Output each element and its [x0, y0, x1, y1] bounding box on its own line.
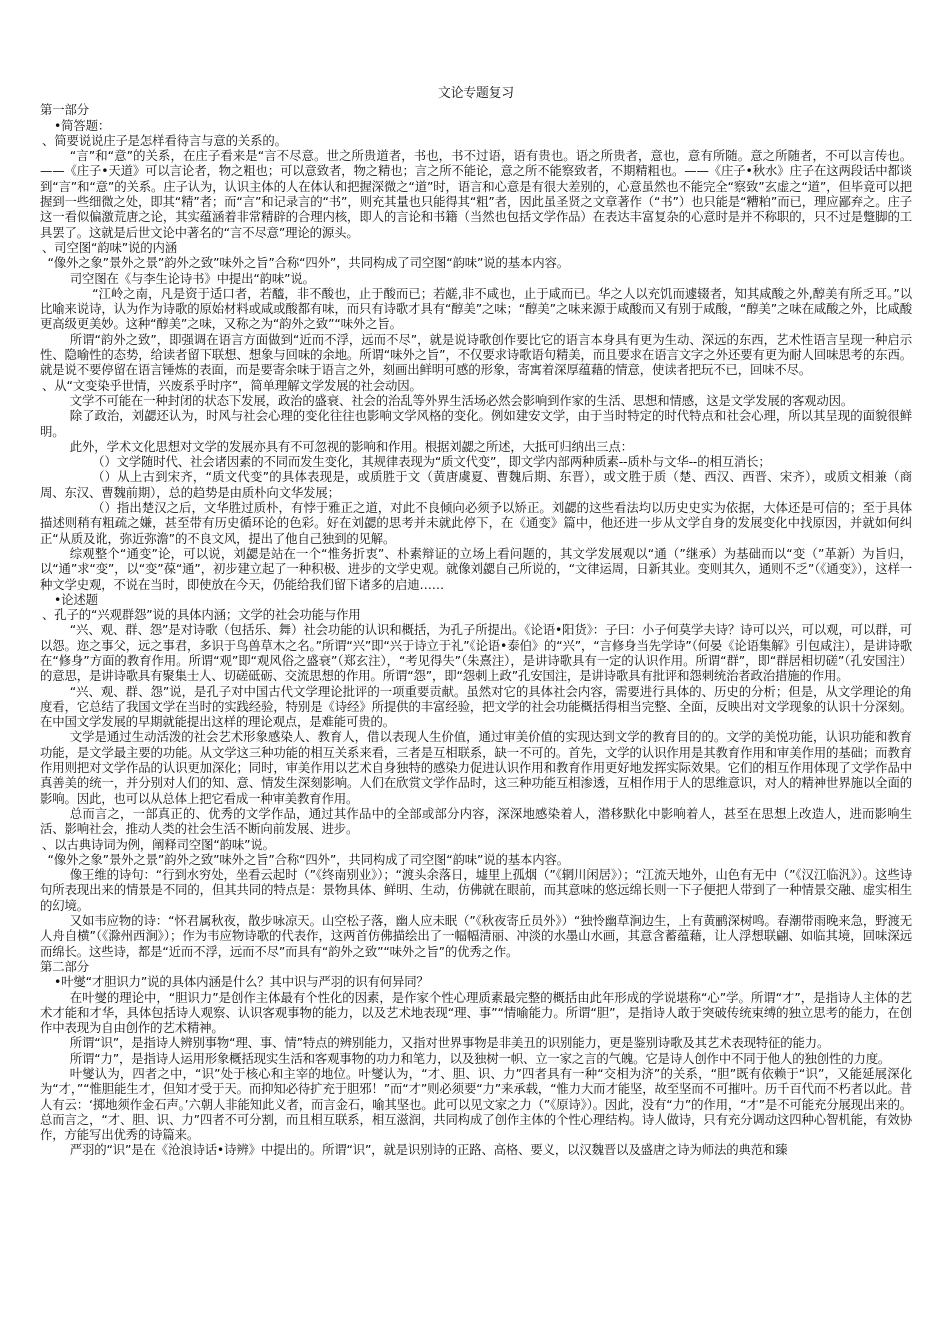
question-heading: •论述题	[54, 591, 98, 607]
paragraph: “兴、观、群、怨”是对诗歌（包括乐、舞）社会功能的认识和概括，为孔子所提出。《论语•阳货》：子曰：小子何莫学夫诗？诗可以兴，可以观，可以群，可以怨。迩之事父，远之事君，多识于鸟兽草木之名。”所谓“兴”即“兴于诗立于礼”《论语•泰伯》的“兴”，“言修身当先学诗”（何晏《论语集解》引包咸注），是讲诗歌在“修身”方面的教育作用。所谓“观”即“观风俗之盛衰”（郑玄注），“考见得失”（朱熹注），是讲诗歌具有一定的认识作用。所谓“群”，即“群居相切磋”（孔安国注）的意思，是讲诗歌具有聚集士人、切磋砥砺、交流思想的作用。所谓“怨”，即“怨刺上政”孔安国注，是讲诗歌具有批评和怨刺统治者政治措施的作用。	[40, 622, 912, 684]
paragraph: 总而言之，一部真正的、优秀的文学作品，通过其作品中的全部或部分内容，深深地感染着人，潜移默化中影响着人，甚至在思想上改造人，进而影响生活、影响社会，推动人类的社会生活不断向前发展、进步。	[40, 805, 912, 837]
paragraph: 司空图在《与李生论诗书》中提出“韵味”说。	[69, 270, 315, 286]
paragraph: 所谓“韵外之致”，即强调在语言方面做到“近而不浮，远而不尽”，就是说诗歌创作要比它的语言本身具有更为生动、深远的东西，艺术性语言呈现一种启示性、隐喻性的态势，给读者留下联想、想象与回味的余地。所谓“味外之旨”，不仅要求诗歌语句精美，而且要求在语言文字之外还要有更为耐人回味思考的东西。就是说不要停留在语言锤炼的表面，而是要寄余味于语言之外，刻画出鲜明可感的形象，寄寓着深厚蕴藉的情意，使读者把玩不已，回味不尽。	[40, 331, 912, 378]
paragraph: 文学是通过生动活泼的社会艺术形象感染人、教育人，借以表现人生价值，通过审美价值的实现达到文学的教育目的的。文学的美悦功能，认识功能和教育功能，是文学最主要的功能。从文学这三种功能的相互关系来看，三者是互相联系，缺一不可的。首先，文学的认识作用是其教育作用和审美作用的基础；而教育作用则把对文学作品的认识更加深化；同时，审美作用以艺术自身独特的感染力促进认识作用和教育作用更好地发挥实际效果。它们的相互作用体现了文学作品中真善美的统一，并分别对人们的知、意、情发生深刻影响。人们在欣赏文学作品时，这三种功能互相渗透，互相作用于人的思维意识，对人的精神世界施以全面的影响。因此，也可以从总体上把它看成一种审美教育作用。	[40, 729, 912, 806]
question-title: 、以古典诗词为例，阐释司空图“韵味”说。	[42, 836, 275, 852]
paragraph: “像外之象”景外之景”韵外之致”味外之旨”合称“四外”，共同构成了司空图“韵味”说的基本内容。	[47, 255, 570, 271]
question-title: 、从“文变染乎世情，兴废系乎时序”，简单理解文学发展的社会动因。	[42, 377, 422, 393]
paragraph: 在叶燮的理论中，“胆识力”是创作主体最有个性化的因素，是作家个性心理质素最完整的概括由此年形成的学说堪称“心”学。所谓“才”，是指诗人主体的艺术才能和才华，具体包括诗人观察、认识客观事物的能力，以及艺术地表现“理、事”“情喻能力。所谓“胆”，是指诗人敢于突破传统束缚的独立思考的能力，在创作中表现为自由创作的艺术精神。	[40, 989, 912, 1036]
question-title: 、司空图“韵味”说的内涵	[42, 239, 177, 255]
paragraph: （）从上古到宋齐，“质文代变”的具体表现是，或质胜于文（黄唐虞夏、曹魏后期、东晋），或文胜于质（楚、西汉、西晋、宋齐），或质文相兼（商周、东汉、曹魏前期），总的趋势是由质朴向文华发展；	[40, 469, 912, 500]
paragraph: 除了政治，刘勰还认为，时风与社会心理的变化往往也影响文学风格的变化。例如建安文学，由于当时特定的时代特点和社会心理，所以其呈现的面貌很鲜明。	[40, 408, 912, 439]
paragraph: 所谓“力”，是指诗人运用形象概括现实生活和客观事物的功力和笔力，以及独树一帜、立一家之言的气魄。它是诗人创作中不同于他人的独创性的力度。	[69, 1050, 891, 1066]
paragraph: 严羽的“识”是在《沧浪诗话•诗辨》中提出的。所谓“识”，就是识别诗的正路、高格、要义，以汉魏晋以及盛唐之诗为师法的典范和臻	[69, 1142, 788, 1158]
document-page	[40, 86, 912, 1158]
paragraph: 像王维的诗句：“行到水穷处，坐看云起时（”《终南别业》）；“渡头余落日，墟里上孤烟（”《辋川闲居》）；“江流天地外，山色有无中（”《汉江临汎》）。这些诗句所表现出来的情景是不同的，但其共同的特点是：景物具体、鲜明、生动，仿佛就在眼前，而其意味的悠远绵长则一下子便把人带到了一种情景交融、虚实相生的幻境。	[40, 867, 912, 913]
paragraph: 文学不可能在一种封闭的状态下发展，政治的盛衰、社会的治乱等外界生活场必然会影响到作家的生活、思想和情感，这是文学发展的客观动因。	[69, 392, 854, 408]
paragraph: 此外，学术文化思想对文学的发展亦具有不可忽视的影响和作用。根据刘勰之所述，大抵可归纳出三点：	[69, 438, 633, 454]
question-heading: •叶燮“才胆识力”说的具体内涵是什么？其中识与严羽的识有何异同？	[54, 974, 429, 990]
section-heading: 第二部分	[40, 958, 89, 974]
paragraph: 综观整个“通变”论，可以说，刘勰是站在一个“惟务折衷”、朴素辩证的立场上看问题的，其文学发展观以“通（”继承）为基础而以“变（”革新）为旨归，以“通”求“变”，以“变”葆“通”，初步建立起了一种积极、进步的文学史观。就像刘勰自己所说的，“文律运周，日新其业。变则其久，通则不乏”（《通变》），这样一种文学史观，不说在当时，即使放在今天，仍能给我们留下诸多的启迪……	[40, 545, 912, 592]
question-title: 、简要说说庄子是怎样看待言与意的关系的。	[42, 132, 287, 148]
paragraph: “言”和“意”的关系，在庄子看来是“言不尽意。世之所贵道者，书也，书不过语，语有贵也。语之所贵者，意也，意有所随。意之所随者，不可以言传也。——《庄子•天道》可以言论者，物之粗也；可以意致者，物之精也；言之所不能论，意之所不能察致者，不期精粗也。——《庄子•秋水》庄子在这两段话中都谈到“言”和“意”的关系。庄子认为，认识主体的人在体认和把握深微之“道”时，语言和心意是有很大差别的，心意虽然也不能完全“察致”玄虚之“道”，但毕竟可以把握到一些细微之处，即其“精”者；而“言”和记录言的“书”，则充其量也只能得其“粗”者，因此虽圣贤之文章著作（“书”）也只能是“糟粕”而已，理应鄙弃之。庄子这一看似偏激荒唐之论，其实蕴涵着非常精辟的合理内核，即人的言论和书籍（当然也包括文学作品）在表达丰富复杂的心意时是并不称职的，只不过是蹩脚的工具罢了。这就是后世文论中著名的“言不尽意”理论的源头。	[40, 148, 912, 240]
paragraph: “兴、观、群、怨”说，是孔子对中国古代文学理论批评的一项重要贡献。虽然对它的具体社会内容，需要进行具体的、历史的分析；但是，从文学理论的角度看，它总结了我国文学在当时的实践经验，特别是《诗经》所提供的丰富经验，把文学的社会功能概括得相当完整、全面，反映出对文学现象的认识十分深刻。在中国文学发展的早期就能提出这样的理论观点，是难能可贵的。	[40, 683, 912, 730]
question-title: 、孔子的“兴观群怨”说的具体内涵；文学的社会功能与作用	[42, 607, 361, 623]
paragraph: 又如韦应物的诗：“怀君属秋夜，散步咏凉天。山空松子落，幽人应未眠（”《秋夜寄丘员外》）“独怜幽草涧边生，上有黄鹂深树鸣。春潮带雨晚来急，野渡无人舟自横”（《滁州西涧》）；作为韦应物诗歌的代表作，这两首仿佛描绘出了一幅幅清丽、冲淡的水墨山水画，其意含蓄蕴藉，让人浮想联翩、如临其境，回味深远而绵长。这些诗，都是“近而不浮，远而不尽”而具有“韵外之致”“味外之旨”的优秀之作。	[40, 913, 912, 959]
paragraph: （）文学随时代、社会诸因素的不同而发生变化，其规律表现为“质文代变”，即文学内部两种质素--质朴与文华--的相互消长；	[92, 454, 771, 470]
paragraph: 叶燮认为，四者之中，“识”处于核心和主宰的地位。叶燮认为，“才、胆、识、力”四者具有一种“交相为济”的关系，“胆”既有依赖于“识”，又能延展深化为“才，”“惟胆能生才，但知才受于天。而抑知必待扩充于胆邪！”而“才”则必须要“力”来承载，“惟力大而才能坚，故至坚而不可摧叶。历千百代而不朽者以此。昔人有云：‘掷地须作金石声。’六朝人非能知此义者，而言金石，喻其坚也。此可以见文家之力（”《原诗》）。因此，没有“力”的作用，“才”是不可能充分展现出来的。总而言之，“才、胆、识、力”四者不可分割，而且相互联系，相互滋润，共同构成了创作主体的个性心理结构。诗人做诗，只有充分调动这四种心智机能，有效协作，方能写出优秀的诗篇来。	[40, 1066, 913, 1143]
paragraph: 所谓“识”，是指诗人辨别事物“理、事、情”特点的辨别能力，又指对世界事物是非美丑的识别能力，更是鉴别诗歌及其艺术表现特征的能力。	[69, 1035, 830, 1051]
paragraph: （）指出楚汉之后，文华胜过质朴，有悖于雅正之道，对此不良倾向必须予以矫正。刘勰的这些看法均以历史史实为依据，大体还是可信的；至于具体描述则稍有粗疏之嫌，甚至带有历史循环论的色彩。好在刘勰的思考并未就此停下，在《通变》篇中，他还进一步从文学自身的发展变化中找原因，并就如何纠正“从质及讹，弥近弥澹”的不良文风，提出了他自己独到的见解。	[40, 500, 912, 546]
paragraph: “像外之象”景外之景”韵外之致”味外之旨”合称“四外”，共同构成了司空图“韵味”说的基本内容。	[47, 851, 570, 867]
document-body	[40, 102, 912, 1157]
question-heading: •简答题：	[54, 117, 111, 133]
document-title: 文论专题复习	[438, 86, 514, 101]
paragraph: “江岭之南，凡是资于适口者，若醯，非不酸也，止于酸而已；若鹾,非不咸也，止于咸而已。华之人以充饥而遽辍者，知其咸酸之外,醇美有所乏耳。”以比喻来说诗，认为作为诗歌的原始材料或咸或酸都有味，而只有诗歌才具有“醇美”之味；“醇美”之味来源于咸酸而又有别于咸酸，“醇美”之味在咸酸之外，比咸酸更高级更美妙。这种“醇美”之味，又称之为“韵外之致”“味外之旨。	[40, 285, 912, 332]
section-heading: 第一部分	[40, 102, 89, 118]
